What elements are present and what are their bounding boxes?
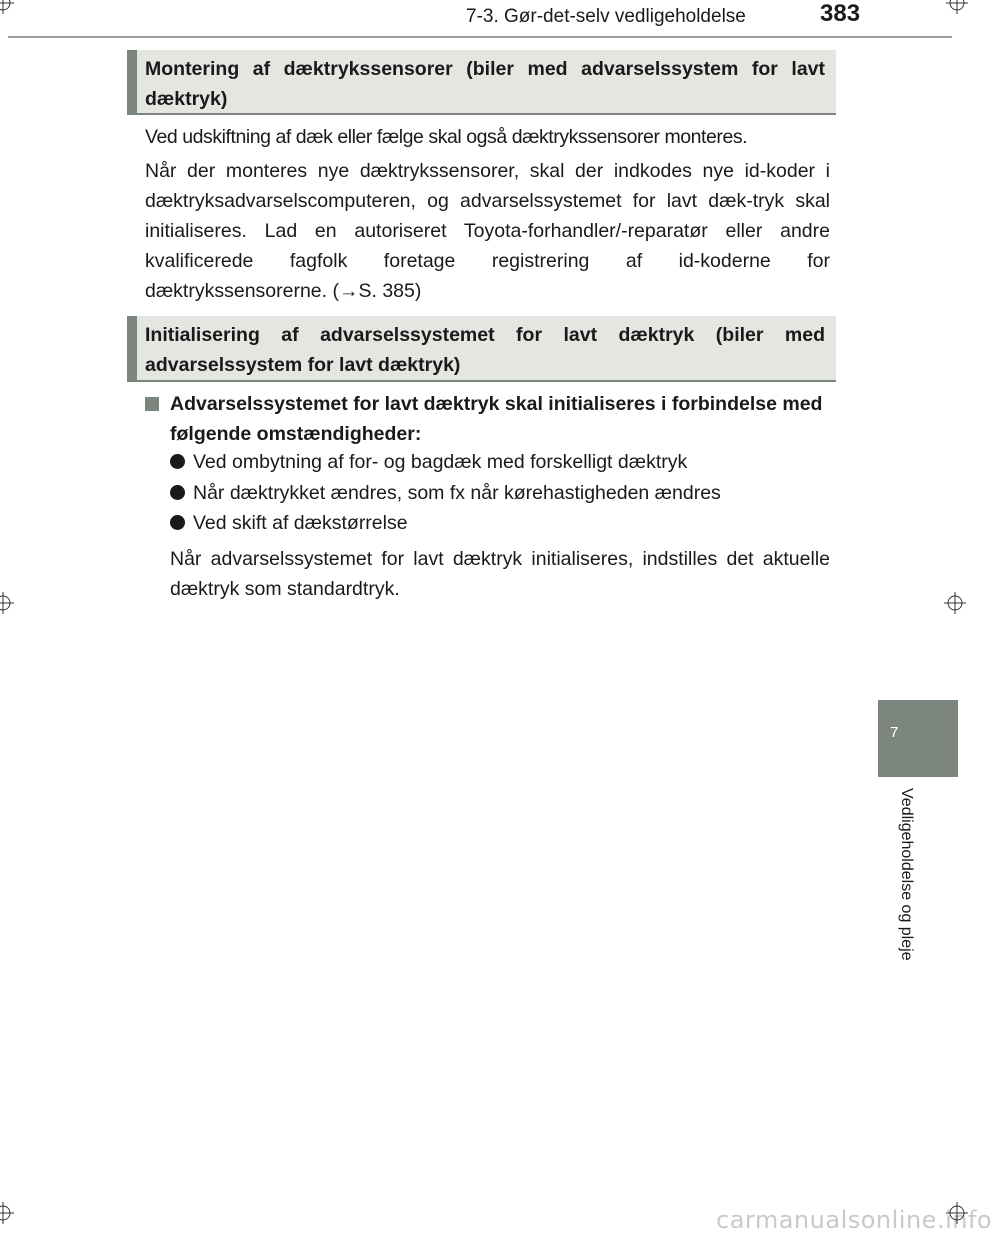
section-heading-mounting-sensors — [127, 50, 836, 115]
crop-mark-icon — [944, 592, 966, 614]
crop-mark-icon — [946, 0, 968, 14]
bullet-dot-icon — [170, 515, 185, 530]
page-number: 383 — [820, 0, 861, 27]
section-heading-text: Initialisering af advarselssystemet for lavt dæktryk (biler med advarselssystem for lavt dæktryk) — [145, 324, 825, 376]
chapter-tab — [878, 700, 958, 777]
item-heading-text: Advarselssystemet for lavt dæktryk skal initialiseres i forbindelse med følgende omstændigheder: — [170, 393, 823, 445]
paragraph-id-codes — [145, 156, 830, 306]
section-heading-initialisation — [127, 316, 836, 382]
bullet-dot-icon — [170, 454, 185, 469]
watermark: carmanualsonline.info — [716, 1206, 992, 1234]
running-header-title: 7-3. Gør-det-selv vedligeholdelse — [466, 6, 746, 27]
square-bullet-icon — [145, 397, 159, 411]
list-item-text: Ved ombytning af for- og bagdæk med forskelligt dæktryk — [193, 451, 688, 473]
list-item-text: Når dæktrykket ændres, som fx når kørehastigheden ændres — [193, 482, 721, 504]
chapter-number: 7 — [890, 724, 899, 741]
crop-mark-icon — [946, 1202, 968, 1224]
list-item — [170, 478, 830, 508]
arrow-icon: → — [338, 280, 359, 302]
crop-mark-icon — [0, 1202, 14, 1224]
crop-mark-icon — [0, 592, 14, 614]
crop-mark-icon — [0, 0, 14, 14]
paragraph-initialisation-result: Når advarselssystemet for lavt dæktryk initialiseres, indstilles det aktuelle dæktryk som standardtryk. — [170, 548, 830, 600]
header-rule — [8, 36, 952, 38]
list-item — [170, 447, 830, 477]
list-item — [170, 508, 830, 538]
page-reference-link[interactable]: S. 385) — [358, 280, 422, 302]
paragraph-replacement-note: Ved udskiftning af dæk eller fælge skal også dæktrykssensorer monteres. — [145, 126, 748, 148]
list-item-text: Ved skift af dækstørrelse — [193, 512, 408, 534]
paragraph-id-codes-text: Når der monteres nye dæktrykssensorer, skal der indkodes nye id-koder i dæktryksadvarselscomputeren, og advarselssystemet for lavt dæk-tryk skal initialiseres. Lad en autoriseret Toyota-forhandler/-reparatør eller andre kvalificerede fagfolk foretage registrering af id-koderne for dæktrykssensorerne. ( — [145, 160, 830, 302]
section-heading-text: Montering af dæktrykssensorer (biler med advarselssystem for lavt dæktryk) — [145, 58, 825, 110]
item-heading — [145, 389, 830, 449]
chapter-side-label: Vedligeholdelse og pleje — [898, 788, 915, 961]
bullet-dot-icon — [170, 485, 185, 500]
